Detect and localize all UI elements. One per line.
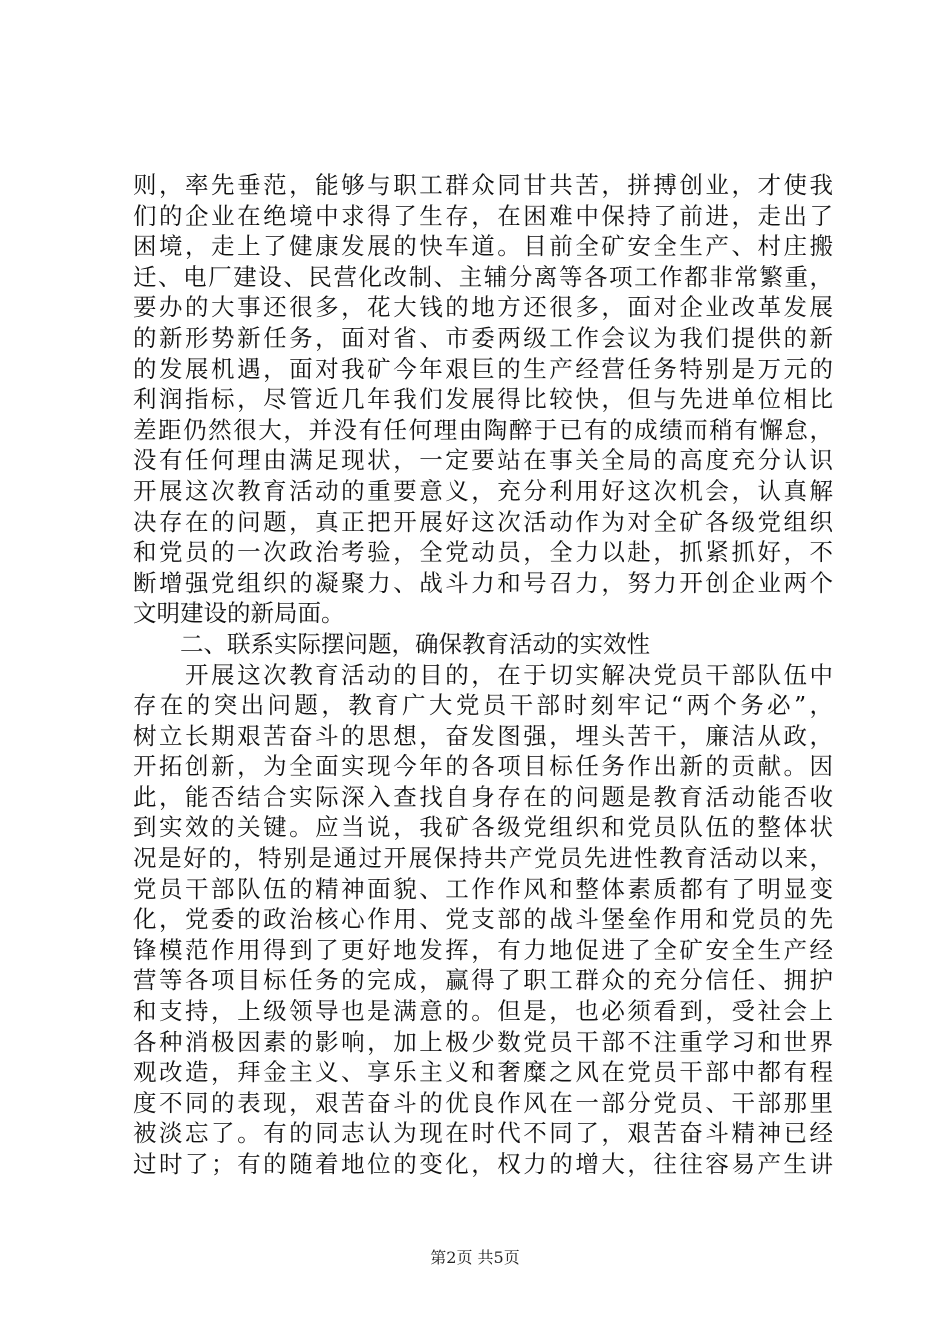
text-line-25: 化，党委的政治核心作用、党支部的战斗堡垒作用和党员的先 <box>133 905 833 934</box>
text-line-11: 开展这次教育活动的重要意义，充分利用好这次机会，认真解 <box>133 476 833 505</box>
text-line-2: 们的企业在绝境中求得了生存，在困难中保持了前进，走出了 <box>133 201 833 230</box>
text-line-9: 差距仍然很大，并没有任何理由陶醉于已有的成绩而稍有懈怠， <box>133 415 833 444</box>
text-line-13: 和党员的一次政治考验，全党动员，全力以赴，抓紧抓好，不 <box>133 538 833 567</box>
text-line-19: 树立长期艰苦奋斗的思想，奋发图强，埋头苦干，廉洁从政， <box>133 721 833 750</box>
text-line-6: 的新形势新任务，面对省、市委两级工作会议为我们提供的新 <box>133 323 833 352</box>
page-number: 第2页 共5页 <box>430 1248 520 1267</box>
text-line-3: 困境，走上了健康发展的快车道。目前全矿安全生产、村庄搬 <box>133 232 833 261</box>
text-line-32: 被淡忘了。有的同志认为现在时代不同了，艰苦奋斗精神已经 <box>133 1119 833 1148</box>
text-line-26: 锋模范作用得到了更好地发挥，有力地促进了全矿安全生产经 <box>133 935 833 964</box>
text-line-27: 营等各项目标任务的完成，赢得了职工群众的充分信任、拥护 <box>133 966 833 995</box>
text-line-33: 过时了；有的随着地位的变化，权力的增大，往往容易产生讲 <box>133 1150 833 1178</box>
document-body <box>133 170 833 1180</box>
text-line-29: 各种消极因素的影响，加上极少数党员干部不注重学习和世界 <box>133 1027 833 1056</box>
text-line-8: 利润指标，尽管近几年我们发展得比较快，但与先进单位相比 <box>133 385 833 414</box>
text-line-12: 决存在的问题，真正把开展好这次活动作为对全矿各级党组织 <box>133 507 833 536</box>
text-line-4: 迁、电厂建设、民营化改制、主辅分离等各项工作都非常繁重， <box>133 262 833 291</box>
text-line-31: 度不同的表现，艰苦奋斗的优良作风在一部分党员、干部那里 <box>133 1088 833 1117</box>
text-line-23: 况是好的，特别是通过开展保持共产党员先进性教育活动以来， <box>133 844 833 873</box>
text-line-21: 此，能否结合实际深入查找自身存在的问题是教育活动能否收 <box>133 782 833 811</box>
text-line-10: 没有任何理由满足现状，一定要站在事关全局的高度充分认识 <box>133 446 833 475</box>
text-line-30: 观改造，拜金主义、享乐主义和奢糜之风在党员干部中都有程 <box>133 1058 833 1087</box>
text-line-7: 的发展机遇，面对我矿今年艰巨的生产经营任务特别是万元的 <box>133 354 833 383</box>
section-heading: 二、联系实际摆问题，确保教育活动的实效性 <box>133 629 650 658</box>
text-line-1: 则，率先垂范，能够与职工群众同甘共苦，拼搏创业，才使我 <box>133 171 833 199</box>
text-line-18: 存在的突出问题，教育广大党员干部时刻牢记“两个务必”， <box>133 691 833 720</box>
text-line-24: 党员干部队伍的精神面貌、工作作风和整体素质都有了明显变 <box>133 874 833 903</box>
text-line-22: 到实效的关键。应当说，我矿各级党组织和党员队伍的整体状 <box>133 813 833 842</box>
text-line-15: 文明建设的新局面。 <box>133 599 345 628</box>
text-line-17: 开展这次教育活动的目的，在于切实解决党员干部队伍中 <box>133 660 833 689</box>
text-line-5: 要办的大事还很多，花大钱的地方还很多，面对企业改革发展 <box>133 293 833 322</box>
text-line-28: 和支持，上级领导也是满意的。但是，也必须看到，受社会上 <box>133 997 833 1026</box>
text-line-20: 开拓创新，为全面实现今年的各项目标任务作出新的贡献。因 <box>133 752 833 781</box>
page-footer <box>0 1247 950 1269</box>
text-line-14: 断增强党组织的凝聚力、战斗力和号召力，努力开创企业两个 <box>133 568 833 597</box>
